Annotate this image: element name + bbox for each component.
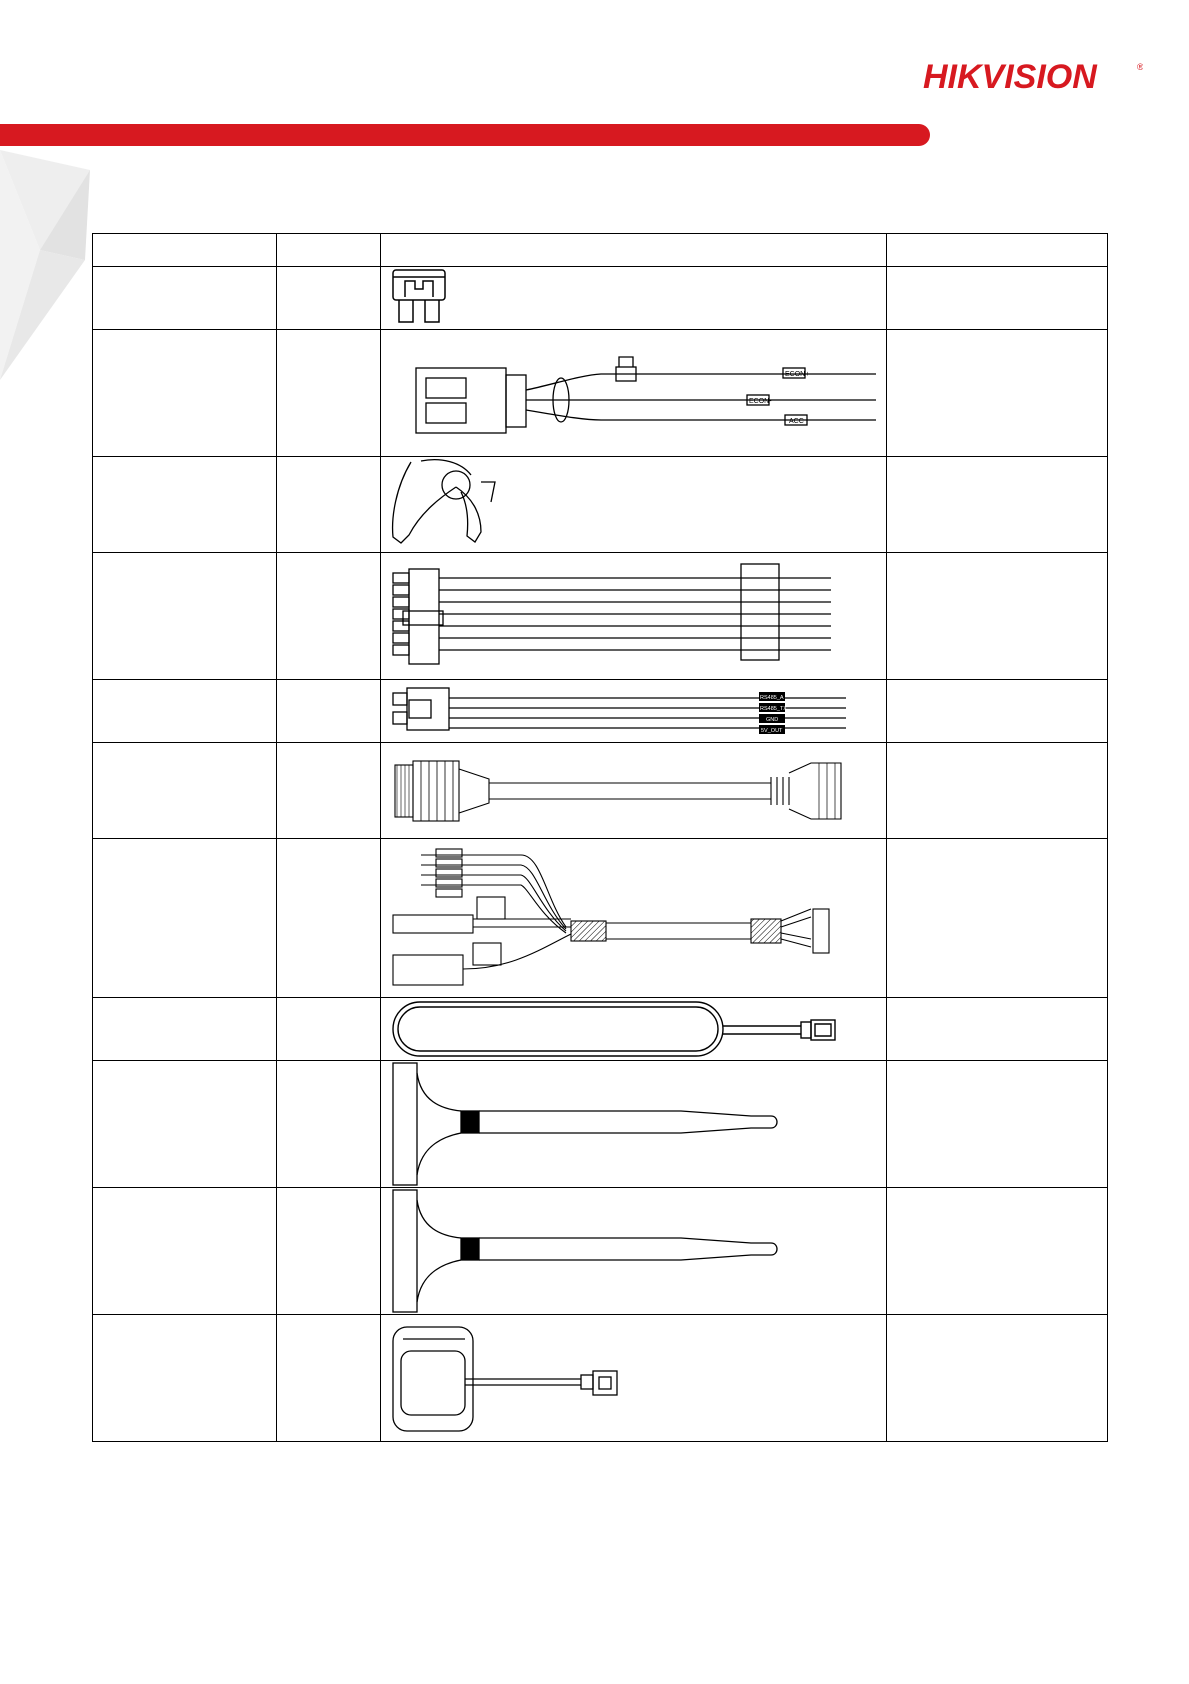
table-row (93, 680, 1108, 743)
table-row (93, 457, 1108, 553)
wire-label: RS485_TX (760, 706, 787, 712)
table-row (93, 1061, 1108, 1188)
table-row (93, 839, 1108, 998)
table-row (93, 998, 1108, 1061)
wire-label: 5V_OUT (761, 728, 783, 734)
decorative-triangles (0, 150, 100, 390)
gps-antenna-drawing (381, 1315, 887, 1442)
wire-harness-drawing (381, 553, 887, 680)
table-row (93, 1188, 1108, 1315)
rod-antenna-drawing (381, 1188, 887, 1315)
registered-mark: ® (1137, 62, 1143, 72)
header-cell (277, 234, 381, 267)
ring-terminal-drawing (381, 457, 887, 553)
power-cable-drawing (381, 330, 887, 457)
table-row (93, 267, 1108, 330)
wire-label: RS485_A (760, 695, 784, 701)
wire-label: ECON- (749, 398, 772, 405)
table-row (93, 553, 1108, 680)
table-row (93, 743, 1108, 839)
rs485-cable-drawing (381, 680, 887, 743)
wire-label: GND (766, 717, 779, 723)
rod-antenna-drawing (381, 1061, 887, 1188)
header-red-bar (0, 124, 930, 146)
wire-label: ECON+ (785, 371, 810, 378)
header-cell (381, 234, 887, 267)
breakout-cable-drawing (381, 839, 887, 998)
hikvision-logo (923, 58, 1143, 94)
header-cell (93, 234, 277, 267)
flat-antenna-drawing (381, 998, 887, 1061)
header-cell (887, 234, 1108, 267)
table-row (93, 1315, 1108, 1442)
logo-text: HIKVISION (923, 58, 1097, 94)
extension-cable-drawing (381, 743, 887, 839)
fuse-drawing (381, 267, 887, 330)
table-header-row (93, 234, 1108, 267)
accessories-table (92, 233, 1108, 1442)
wire-label: ACC (789, 418, 804, 425)
table-row (93, 330, 1108, 457)
